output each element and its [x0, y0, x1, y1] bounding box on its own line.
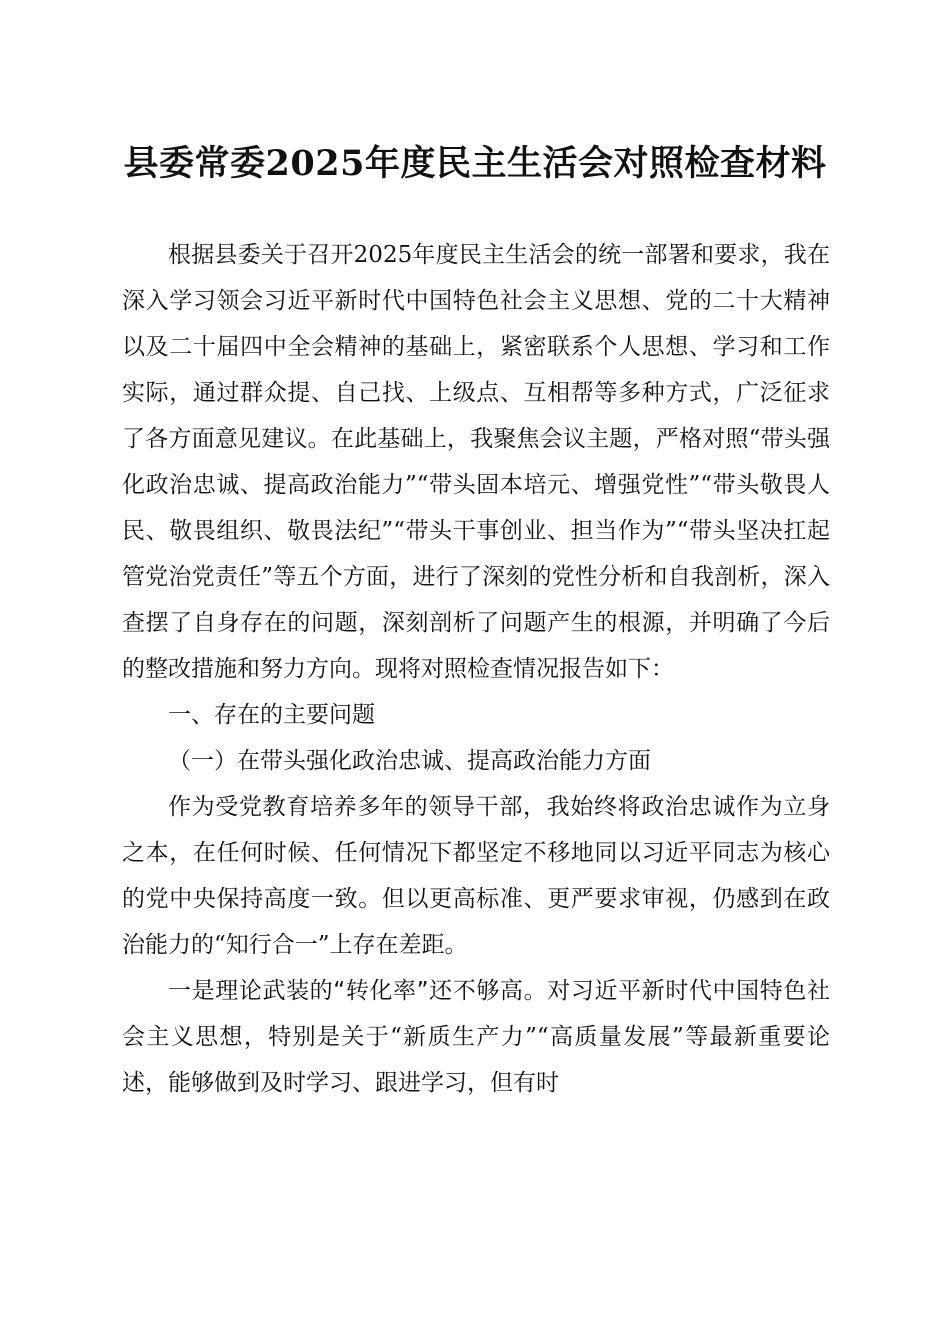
subsection-paragraph: 作为受党教育培养多年的领导干部，我始终将政治忠诚作为立身之本，在任何时候、任何情况下都坚定不移地同以习近平同志为核心的党中央保持高度一致。但以更高标准、更严要求审视，仍感到在政治能力的“知行合一”上存在差距。 [122, 794, 830, 958]
intro-paragraph: 根据县委关于召开2025年度民主生活会的统一部署和要求，我在深入学习领会习近平新时代中国特色社会主义思想、党的二十大精神以及二十届四中全会精神的基础上，紧密联系个人思想、学习和工作实际，通过群众提、自己找、上级点、互相帮等多种方式，广泛征求了各方面意见建议。在此基础上，我聚焦会议主题，严格对照“带头强化政治忠诚、提高政治能力”“带头固本培元、增强党性”“带头敬畏人民、敬畏组织、敬畏法纪”“带头干事创业、担当作为”“带头坚决扛起管党治党责任”等五个方面，进行了深刻的党性分析和自我剖析，深入查摆了自身存在的问题，深刻剖析了问题产生的根源，并明确了今后的整改措施和努力方向。现将对照检查情况报告如下： [122, 242, 830, 682]
section-heading-main-problems: 一、存在的主要问题 [168, 702, 375, 728]
document-title: 县委常委2025年度民主生活会对照检查材料 [123, 143, 827, 184]
point-paragraph [122, 968, 830, 1106]
document-body [122, 232, 830, 1106]
point-lead: 一是理论武装的“转化率”还不够高。 [168, 978, 548, 1004]
point-text: 对习近平新时代中国特色社会主义思想，特别是关于“新质生产力”“高质量发展”等最新重要论述，能够做到及时学习、跟进学习，但有时 [122, 978, 830, 1096]
subsection-heading-political-loyalty: （一）在带头强化政治忠诚、提高政治能力方面 [168, 748, 651, 774]
